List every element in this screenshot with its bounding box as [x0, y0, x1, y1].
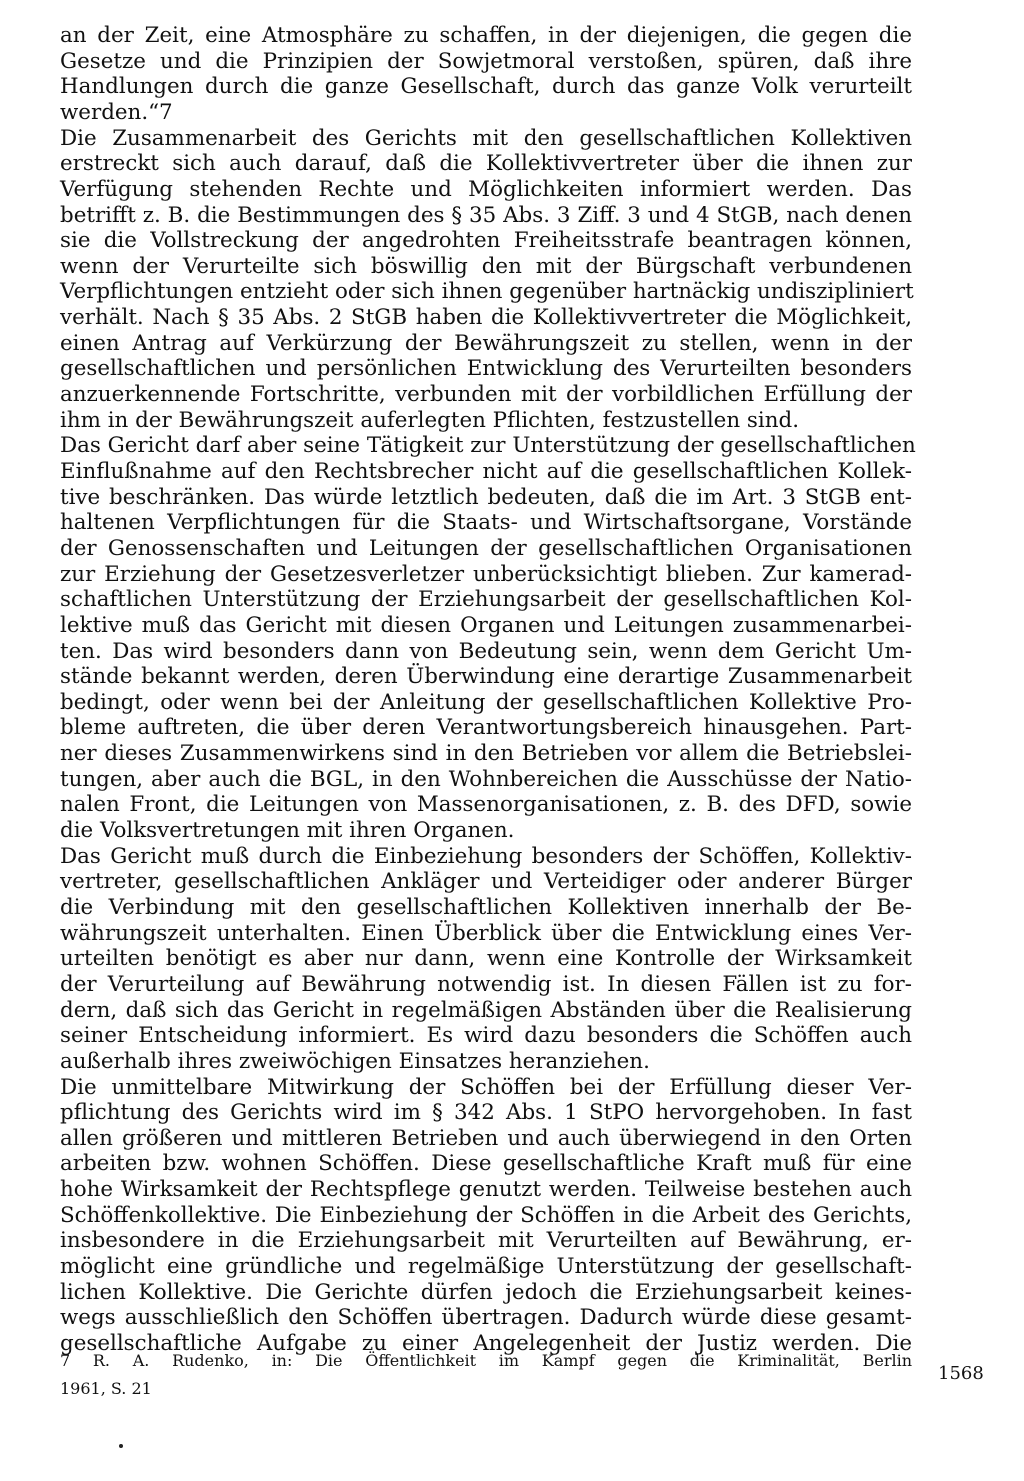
footnote-line: 1961, S. 21 — [60, 1379, 152, 1398]
text-line: lektive muß das Gericht mit diesen Organen und Leitungen zusammenarbei- — [60, 613, 912, 638]
text-line: Die unmittelbare Mitwirkung der Schöffen bei der Erfüllung dieser Ver- — [60, 1075, 912, 1100]
text-line: insbesondere in die Erziehungsarbeit mit Verurteilten auf Bewährung, er- — [60, 1228, 912, 1253]
text-line: schaftlichen Unterstützung der Erziehungsarbeit der gesellschaftlichen Kol- — [60, 587, 912, 612]
text-line: an der Zeit, eine Atmosphäre zu schaffen, in der diejenigen, die gegen die — [60, 23, 912, 48]
text-line: außerhalb ihres zweiwöchigen Einsatzes heranziehen. — [60, 1049, 650, 1074]
text-line: werden.“7 — [60, 100, 173, 125]
text-line: währungszeit unterhalten. Einen Überblick über die Entwicklung eines Ver- — [60, 921, 912, 946]
text-line: Schöffenkollektive. Die Einbeziehung der Schöffen in die Arbeit des Gerichts, — [60, 1203, 912, 1228]
text-line: seiner Entscheidung informiert. Es wird dazu besonders die Schöffen auch — [60, 1023, 912, 1048]
text-line: Verfügung stehenden Rechte und Möglichkeiten informiert werden. Das — [60, 177, 912, 202]
text-line: wenn der Verurteilte sich böswillig den mit der Bürgschaft verbundenen — [60, 254, 912, 279]
text-line: sie die Vollstreckung der angedrohten Freiheitsstrafe beantragen können, — [60, 228, 912, 253]
text-line: Gesetze und die Prinzipien der Sowjetmoral verstoßen, spüren, daß ihre — [60, 49, 912, 74]
text-line: zur Erziehung der Gesetzesverletzer unberücksichtigt blieben. Zur kamerad- — [60, 562, 912, 587]
text-line: lichen Kollektive. Die Gerichte dürfen jedoch die Erziehungsarbeit keines- — [60, 1280, 912, 1305]
text-line: Handlungen durch die ganze Gesellschaft, durch das ganze Volk verurteilt — [60, 74, 912, 99]
text-line: verhält. Nach § 35 Abs. 2 StGB haben die Kollektivvertreter die Möglichkeit, — [60, 305, 912, 330]
text-line: wegs ausschließlich den Schöffen übertragen. Dadurch würde diese gesamt- — [60, 1305, 912, 1330]
text-line: bedingt, oder wenn bei der Anleitung der gesellschaftlichen Kollektive Pro- — [60, 690, 912, 715]
footnote-line: 7 R. A. Rudenko, in: Die Öffentlichkeit im Kampf gegen die Kriminalität, Berlin — [60, 1351, 912, 1370]
text-line: Das Gericht darf aber seine Tätigkeit zur Unterstützung der gesellschaftlichen — [60, 433, 916, 458]
text-line: stände bekannt werden, deren Überwindung eine derartige Zusammenarbeit — [60, 664, 912, 689]
text-line: betrifft z. B. die Bestimmungen des § 35 Abs. 3 Ziff. 3 und 4 StGB, nach denen — [60, 203, 912, 228]
text-line: ten. Das wird besonders dann von Bedeutung sein, wenn dem Gericht Um- — [60, 639, 912, 664]
text-line: nalen Front, die Leitungen von Massenorganisationen, z. B. des DFD, sowie — [60, 792, 912, 817]
text-line: Verpflichtungen entzieht oder sich ihnen gegenüber hartnäckig undiszipliniert — [60, 279, 914, 304]
text-line: urteilten benötigt es aber nur dann, wenn eine Kontrolle der Wirksamkeit — [60, 946, 912, 971]
text-line: erstreckt sich auch darauf, daß die Kollektivvertreter über die ihnen zur — [60, 151, 912, 176]
text-line: der Genossenschaften und Leitungen der gesellschaftlichen Organisationen — [60, 536, 912, 561]
text-line: tungen, aber auch die BGL, in den Wohnbereichen die Ausschüsse der Natio- — [60, 767, 912, 792]
text-line: pflichtung des Gerichts wird im § 342 Abs. 1 StPO hervorgehoben. In fast — [60, 1100, 912, 1125]
text-line: die Verbindung mit den gesellschaftlichen Kollektiven innerhalb der Be- — [60, 895, 912, 920]
text-line: tive beschränken. Das würde letztlich bedeuten, daß die im Art. 3 StGB ent- — [60, 485, 912, 510]
speck-mark — [119, 1444, 123, 1448]
text-line: dern, daß sich das Gericht in regelmäßigen Abständen über die Realisierung — [60, 998, 912, 1023]
text-line: die Volksvertretungen mit ihren Organen. — [60, 818, 515, 843]
text-line: ner dieses Zusammenwirkens sind in den Betrieben vor allem die Betriebslei- — [60, 741, 912, 766]
text-line: arbeiten bzw. wohnen Schöffen. Diese gesellschaftliche Kraft muß für eine — [60, 1151, 912, 1176]
text-line: gesellschaftliche Aufgabe zu einer Angelegenheit der Justiz werden. Die — [60, 1331, 912, 1356]
text-line: hohe Wirksamkeit der Rechtspflege genutzt werden. Teilweise bestehen auch — [60, 1177, 912, 1202]
text-line: bleme auftreten, die über deren Verantwortungsbereich hinausgehen. Part- — [60, 715, 912, 740]
text-line: haltenen Verpflichtungen für die Staats- und Wirtschaftsorgane, Vorstände — [60, 510, 912, 535]
text-line: vertreter, gesellschaftlichen Ankläger und Verteidiger oder anderer Bürger — [60, 869, 912, 894]
text-line: Einflußnahme auf den Rechtsbrecher nicht auf die gesellschaftlichen Kollek- — [60, 459, 912, 484]
text-line: anzuerkennende Fortschritte, verbunden mit der vorbildlichen Erfüllung der — [60, 382, 912, 407]
text-line: allen größeren und mittleren Betrieben und auch überwiegend in den Orten — [60, 1126, 912, 1151]
text-line: gesellschaftlichen und persönlichen Entwicklung des Verurteilten besonders — [60, 356, 912, 381]
text-line: der Verurteilung auf Bewährung notwendig ist. In diesen Fällen ist zu for- — [60, 972, 912, 997]
text-line: ihm in der Bewährungszeit auferlegten Pflichten, festzustellen sind. — [60, 408, 800, 433]
text-line: Die Zusammenarbeit des Gerichts mit den gesellschaftlichen Kollektiven — [60, 126, 912, 151]
text-line: möglicht eine gründliche und regelmäßige Unterstützung der gesellschaft- — [60, 1254, 912, 1279]
page-number: 1568 — [938, 1363, 984, 1384]
text-line: Das Gericht muß durch die Einbeziehung besonders der Schöffen, Kollektiv- — [60, 844, 912, 869]
text-line: einen Antrag auf Verkürzung der Bewährungszeit zu stellen, wenn in der — [60, 331, 912, 356]
